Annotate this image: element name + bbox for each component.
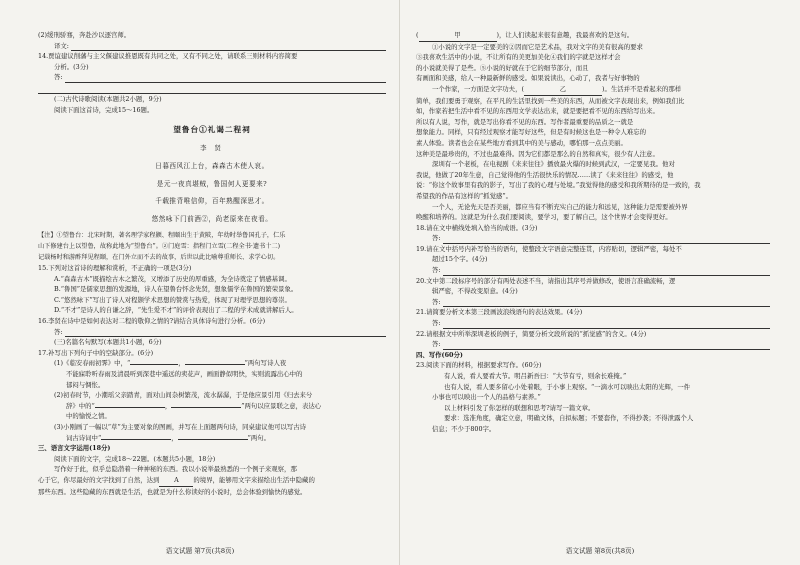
answer-line[interactable] [443,267,770,276]
material-quote: 有人说，看人要看大节。明吕新吾曰：“大节有亏，则余长难掩。” [444,372,627,380]
passage-line: 如，作家若把生活中看不见的东西用文学表达出来，就是要把看不见的东西给写出来。 [416,107,659,116]
fill-blank[interactable] [178,439,248,440]
passage-line: 写作好于此，似乎总隐潜着一种神秘的东西。我以小说举最熟悉的一个例子来观察，那 [54,465,297,474]
q17-item-2-cont: 辞》中的“ ， ”两句以应景联之意，表达心 [66,401,322,410]
q15-option-b: B.“鲁国”是儒家思想的发源地，诗人在望鲁台怀念先贤，想象儒学在鲁国的繁荣景象。 [54,285,298,294]
fill-blank[interactable] [101,439,171,440]
passage-line: 说：“你这个故事里有我的影子，写出了我的心理与处境。”我觉得他的感受和我所期待的是一致的，我 [416,181,701,190]
passage-line: 那些东西。这些隐藏的东西就是生活，也就是为什么你读好的小说时，总会体验到愉快的感觉。 [38,487,307,496]
blank-yi[interactable]: 乙 [524,84,602,96]
section-dictation: (三)名篇名句默写(本题共1小题，6分) [54,338,162,347]
page-8 [400,0,800,565]
q18-answer: 答: [416,233,770,244]
passage-line: 我说，他做了20年生意，自己觉得他的生活很快乐的情况……读了《来来往往》的感受，他 [416,170,674,179]
answer-line[interactable] [443,298,770,307]
q20-answer: 答: [416,297,770,308]
passage-line: 的小说就美得了是些。⑤小说的好就在于它的细节部分，而且 [416,63,589,72]
passage-line: 唤醒和培养的。这就是为什么我们要阅读，要学习，要了解自己，这个世界才会变得更好。 [416,213,672,222]
q17-item-2: (2)初春时节，小潮瑶父亲踏青，面对山间杂树繁茂，流水潺潺，于是他应景引用《归去来兮 [54,391,313,400]
passage-line: 希望我的作品有这样的“抓觉感”。 [416,191,513,200]
poem-note: 山下修建台上以望鲁，故称此地为“望鲁台”。②门庭雪：指程门立雪(二程全书·遗书十二) [38,242,281,250]
passage-line: 一个作家，一方面是文字功夫，( 乙 )。生活并不是看起来的那样 [416,84,770,96]
section-three-heading: 三、语言文字运用(18分) [38,444,111,453]
answer-line[interactable] [71,42,386,51]
q14-answer: 答: [38,72,386,83]
q18-text: 18.请在文中横线处填入恰当的成语。(3分) [416,223,538,232]
q22-text: 22.请根据文中所举深圳老板的例子，简要分析文段所说的“抓觉感”的含义。(4分) [416,329,647,338]
answer-line[interactable] [65,328,386,337]
q15-option-c: C.“悠然咏下”写出了诗人对程颢学术思想的赞赏与热爱，体现了对理学思想的尊崇。 [54,295,291,304]
section-four-heading: 四、写作(60分) [416,350,463,359]
q20-text-cont: 辑严密，不得改变原意。(4分) [432,287,518,296]
answer-line[interactable] [443,235,770,244]
q15-text: 15.下列对这首诗的理解和赏析，不正确的一项是(3分) [38,264,192,273]
q19-answer: 答: [416,265,770,276]
q17-item-2-cont: 中的愉悦之情。 [66,412,111,421]
poem-title: 望鲁台①礼谒二程祠 [173,124,251,134]
writing-requirements-cont: 信息；不少于800字。 [432,424,496,433]
fill-blank[interactable] [130,364,178,365]
q17-text: 17.补写出下列句子中的空缺部分。(6分) [38,348,154,357]
section-three-intro: 阅读下面的文字，完成18～22题。(本题共5小题，18分) [54,454,216,463]
q17-item-3: (3)小刚画了一幅以“草”为主要对象的图画，并写在上面题两句诗，同桌建议他可以写古诗 [54,423,307,431]
answer-line[interactable] [443,320,770,329]
passage-line: 素人体验。读者也会在某些地方看到其中的美与感动，哪怕那一点点美丽。 [416,138,627,147]
q23-text: 23.阅读下面的材料，根据要求写作。(60分) [416,361,542,370]
q20-text: 20.文中第二段标序号的部分有两处表述不当，请指出其序号并做修改，使语言准确流畅，逻 [416,276,676,285]
poem-line: 千载推背唯信仰，百年熟醒深思才。 [155,197,269,206]
fill-blank[interactable] [185,364,245,365]
q21-text: 21.请简要分析文本第三段画波浪线语句的表达效果。(4分) [416,308,583,317]
answer-line[interactable] [38,83,386,94]
q21-answer: 答: [416,318,770,329]
writing-requirements: 要求：选准角度，确定立意，明确文体，自拟标题；不要套作，不得抄袭；不得泄露个人 [444,414,694,423]
passage-line: 所以有人说，写作，就是写出你看不见的东西。写作者最重要的品质之一就是 [416,117,634,126]
section-poetry: (二)古代诗歌阅读(本题共2小题，9分) [54,94,162,103]
q15-option-a: A.“森森古木”既描绘古木之繁茂，又增添了历史的厚重感，为全诗奠定了情感基调。 [54,274,291,283]
fill-blank[interactable] [95,407,165,408]
passage-line: ( 甲 )，让人们读起来很有意趣，我最喜欢的是这句。 [416,30,770,42]
passage-line: 心于它，你尽最好的文字找到了自然，达到 A 的境界，能够用文字来描绘出生活中隐藏的 [38,475,386,487]
page-footer: 语文试题 第7页(共8页) [165,547,235,555]
answer-line[interactable] [65,74,386,83]
passage-line: 一个人，无论先天是否美丽，都应当有不断充实自己的能力和远见，这种能力是需要被外界 [432,202,688,211]
q17-item-3-cont: 词古诗词中“ ， ”两句。 [66,433,271,442]
q13-item-2: (2)缓刑骄骞，奔赴沙以逐宫师。 [38,31,131,39]
passage-line: 有画面和美感，给人一种最新鲜的感受。如果说读出，心动了，我者与好事物的 [416,74,640,83]
passage-line: ③我喜欢生活中的小说，不让所有的美更加美化④我们的字就是这样才会 [416,53,621,62]
q19-text: 19.请在文中括号内补写恰当的语句，使整段文字语意完整连贯，内容贴切，逻辑严密，每处不 [416,244,682,253]
material-quote: 也有人说，看人要多留心小处着眼，于小事上观察。“一滴水可以映出太阳的光辉，一件 [444,382,691,391]
q19-text-cont: 超过15个字。(4分) [432,255,488,264]
q17-item-1-cont: 不能寐聆听春雨及清晨听到深巷中遥远的卖花声，画面静似明快，实则流露出心中的 [66,370,303,379]
fill-blank[interactable] [171,407,241,408]
q16-text: 16.李贤在诗中是如何表达对二程的敬仰之情的?请结合具体诗句进行分析。(6分) [38,317,266,326]
q16-answer: 答: [38,327,386,338]
q14-text: 14.贾谊建议削藩与主父偃建议推恩既有共同之处，又有不同之处，请联系三则材料内容简要 [38,52,298,61]
material-quote: 小事也可以映出一个人的品格与素养。” [432,393,541,402]
section-poetry-intro: 阅读下面这首诗，完成15～16题。 [54,105,154,114]
poem-line: 悠然咏下门前酒②，尚老原来在夜看。 [151,214,273,223]
passage-line: 这种美是最珍贵的，不过也最难得。因为它们都是那么的自然和真实，很少有人注意。 [416,149,659,158]
q13-translation-line: 译文: [38,41,386,52]
q17-item-1: (1)《临安春雨初霁》中，“ ， ”两句写诗人夜 [54,359,287,368]
passage-line: 深圳有一个老板，在电视剧《来来往往》播放最火爆的时候到武汉，一定要见我。他对 [432,160,675,169]
q17-item-1-cont: 郁闷与惆怅。 [66,380,105,389]
passage-line: 简单，我们要勇于观察，在平凡的生活里找到一些美的东西，从而被文字表现出来，例如我们比 [416,96,685,105]
q22-answer: 答: [416,339,770,350]
poem-note: 记载杨时和游酢拜见程颐，在门外立而不去的故事，后世以此比喻尊重师长、求学心切。 [38,253,280,261]
passage-line: ①小说的文字是一定要美的②因而它是艺术品，我对文字的美有很高的要求 [432,42,643,51]
poem-note: 【注】①望鲁台：北宋时期，著名理学家程颢、程颐出生于黄陂，年幼时举鲁国孔子，仁乐 [38,232,286,240]
writing-prompt: 以上材料引发了你怎样的联想和思考?请写一篇文章。 [444,403,595,412]
passage-line: 想象能力。同样，只有经过观察才能写好这些，但是有时候这也是一种令人难忘的 [416,128,647,137]
poem-line: 是元一夜真堪贼，鲁国何人更要来? [156,179,268,188]
blank-jia[interactable]: 甲 [419,30,497,42]
answer-line[interactable] [443,341,770,350]
poem-author: 李 贤 [200,144,224,153]
blank-a[interactable]: A [159,475,193,487]
page-footer: 语文试题 第8页(共8页) [565,547,635,555]
q15-option-d: D.“不才”是诗人的自谦之辞，“先生爱不才”的评价表现出了二程的学术成就讲解后人。 [54,306,298,315]
poem-line: 日暮西风江上台，森森古木使人哀。 [155,161,269,170]
q14-text-cont: 分析。(3分) [54,62,89,71]
